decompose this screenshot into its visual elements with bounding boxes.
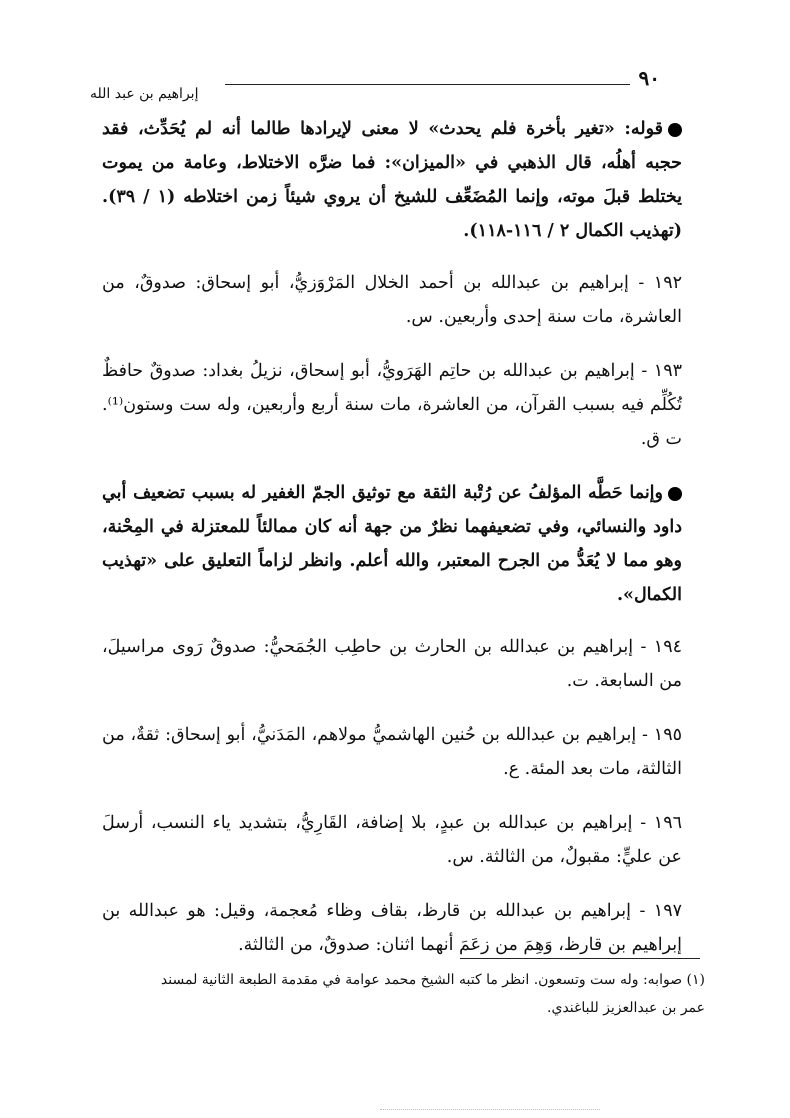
entry-194: ١٩٤ - إبراهيم بن عبدالله بن الحارث بن حاطِب الجُمَحيُّ: صدوقٌ رَوى مراسيلَ، من السابعة. ت. [102, 637, 682, 691]
header-rule [225, 84, 630, 85]
editor-comment [102, 112, 682, 248]
page-number: ٩٠ [638, 66, 660, 90]
editor-comment [102, 476, 682, 612]
bullet-icon [668, 123, 682, 137]
main-text [102, 112, 682, 962]
page-header [90, 66, 660, 106]
entry-195: ١٩٥ - إبراهيم بن عبدالله بن حُنين الهاشميُّ مولاهم، المَدَنيُّ، أبو إسحاق: ثقةٌ، من الثالثة، مات بعد المئة. ع. [102, 725, 682, 779]
entry-197: ١٩٧ - إبراهيم بن عبدالله بن قارظ، بقاف وظاء مُعجمة، وقيل: هو عبدالله بن إبراهيم بن قارظ، وَهِمَ من زعَمَ أنهما اثنان: صدوقٌ، من الثالثة. [102, 901, 682, 955]
entry-193: ١٩٣ - إبراهيم بن عبدالله بن حاتِم الهَرَويُّ، أبو إسحاق، نزيلُ بغداد: صدوقٌ حافظٌ تُكُلِّم فيه بسبب القرآن، من العاشرة، مات سنة أربع وأربعين، وله ست وستون⁽¹⁾. ت ق. [102, 361, 682, 449]
footnote-rule [460, 958, 700, 959]
running-head: إبراهيم بن عبد الله [90, 86, 199, 102]
footnote-line: عمر بن عبدالعزيز للباغندي. [547, 1000, 705, 1016]
entry-192: ١٩٢ - إبراهيم بن عبدالله بن أحمد الخلال المَرْوَزيُّ، أبو إسحاق: صدوقٌ، من العاشرة، مات سنة إحدى وأربعين. س. [102, 273, 682, 327]
footnote-line: (١) صوابه: وله ست وتسعون. انظر ما كتبه الشيخ محمد عوامة في مقدمة الطبعة الثانية لمسند [160, 972, 705, 988]
bullet-icon [668, 487, 682, 501]
footnotes [120, 966, 705, 1022]
comment-text: قوله: «تغير بأخرة فلم يحدث» لا معنى لإيرادها طالما أنه لم يُحَدِّث، فقد حجبه أهلُه، قال الذهبي في «الميزان»: فما ضرَّه الاختلاط، وعامة من يموت يختلط قبلَ موته، وإنما المُضَعِّف للشيخ أن يروي شيئاً زمن اختلاطه (١ / ٣٩). (تهذيب الكمال ٢ / ١١٦-١١٨). [102, 119, 682, 241]
scan-edge-divider [380, 1109, 600, 1110]
comment-text: وإنما حَطَّه المؤلفُ عن رُتْبة الثقة مع توثيق الجمّ الغفير له بسبب تضعيف أبي داود والنسائي، وفي تضعيفهما نظرٌ من جهة أنه كان ممالئاً للمعتزلة في المِحْنة، وهو مما لا يُعَدُّ من الجرح المعتبر، والله أعلم. وانظر لزاماً التعليق على «تهذيب الكمال». [102, 483, 682, 605]
entry-196: ١٩٦ - إبراهيم بن عبدالله بن عبدٍ، بلا إضافة، القَارِيُّ، بتشديد ياء النسب، أرسلَ عن عليٍّ: مقبولٌ، من الثالثة. س. [102, 813, 682, 867]
